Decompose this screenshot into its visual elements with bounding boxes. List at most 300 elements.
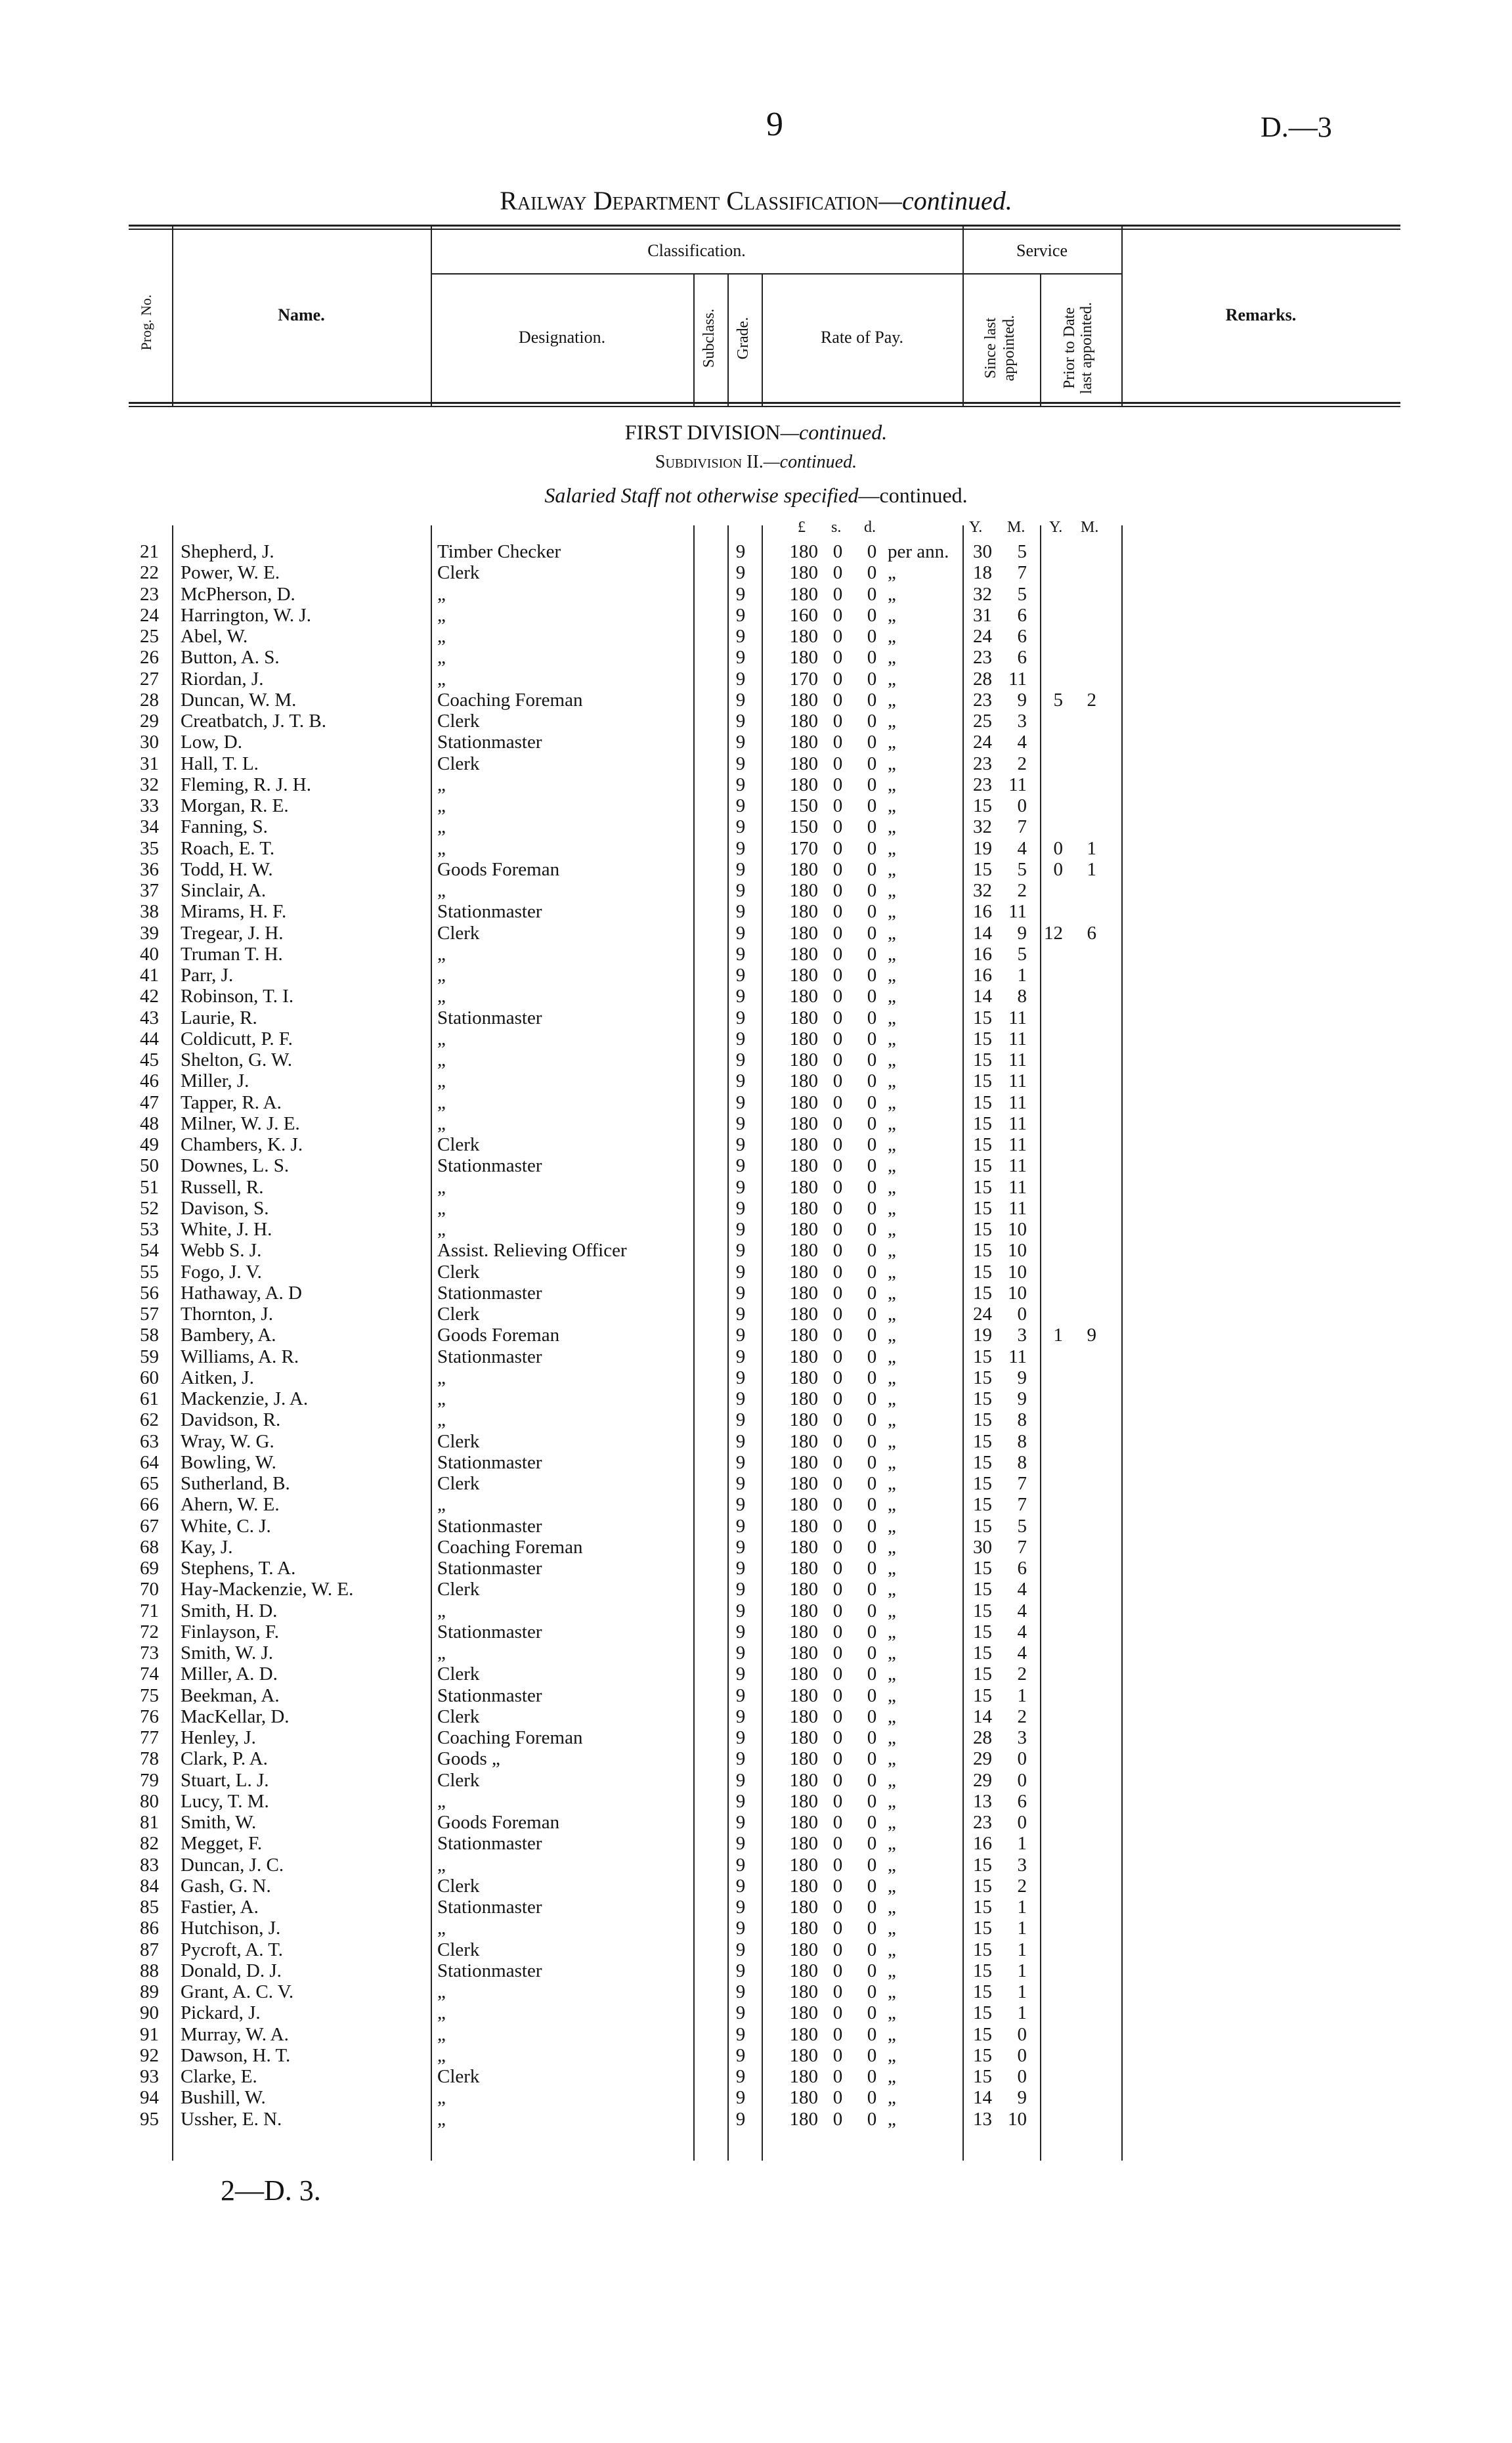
row-since-years: 15: [973, 1939, 992, 1960]
row-name: Laurie, R.: [181, 1007, 257, 1028]
row-since-months: 0: [1017, 795, 1027, 816]
row-per: „: [888, 1367, 896, 1388]
row-name: Dawson, H. T.: [181, 2044, 291, 2066]
row-since-years: 14: [973, 2087, 992, 2109]
row-pence: 0: [867, 1409, 877, 1431]
row-pence: 0: [867, 1219, 877, 1240]
row-designation: Clerk: [437, 1769, 480, 1791]
row-number: 79: [140, 1769, 159, 1791]
table-row: [0, 1833, 1512, 1855]
row-since-months: 1: [1017, 1918, 1027, 1939]
row-name: Roach, E. T.: [181, 837, 275, 859]
table-row: [0, 859, 1512, 881]
row-shillings: 0: [832, 1367, 843, 1388]
row-per: „: [888, 689, 896, 711]
row-shillings: 0: [832, 1748, 843, 1770]
row-name: Hay-Mackenzie, W. E.: [181, 1579, 354, 1600]
row-per: „: [888, 711, 896, 732]
row-since-months: 5: [1017, 541, 1027, 562]
row-pounds: 180: [789, 1197, 818, 1219]
row-per: „: [888, 1706, 896, 1727]
row-per: „: [888, 858, 896, 880]
row-per: „: [888, 1621, 896, 1642]
row-since-years: 32: [973, 583, 992, 605]
row-per: „: [888, 1642, 896, 1663]
row-number: 31: [140, 753, 159, 774]
row-designation: Clerk: [437, 1261, 480, 1283]
row-grade: 9: [735, 1134, 746, 1155]
row-per: „: [888, 1028, 896, 1049]
row-designation: „: [437, 2023, 446, 2045]
row-designation: Clerk: [437, 2066, 480, 2087]
table-row: [0, 1283, 1512, 1304]
row-designation: Coaching Foreman: [437, 1727, 583, 1748]
row-since-months: 0: [1017, 1748, 1027, 1770]
row-number: 27: [140, 668, 159, 690]
row-pounds: 180: [789, 647, 818, 669]
row-shillings: 0: [832, 1812, 843, 1833]
row-number: 83: [140, 1854, 159, 1876]
row-name: Miller, A. D.: [181, 1663, 278, 1685]
row-number: 61: [140, 1388, 159, 1409]
row-grade: 9: [735, 1494, 746, 1516]
row-designation: Stationmaster: [437, 1155, 542, 1177]
row-designation: „: [437, 2087, 446, 2109]
table-row: [0, 1960, 1512, 1982]
row-shillings: 0: [832, 1494, 843, 1516]
row-per: „: [888, 1536, 896, 1558]
row-per: „: [888, 986, 896, 1007]
row-per: per ann.: [888, 541, 949, 562]
row-name: MacKellar, D.: [181, 1706, 290, 1727]
row-number: 71: [140, 1600, 159, 1621]
row-shillings: 0: [832, 1790, 843, 1812]
row-designation: „: [437, 1918, 446, 1939]
table-row: [0, 2066, 1512, 2088]
row-name: Donald, D. J.: [181, 1960, 282, 1981]
row-grade: 9: [735, 1748, 746, 1770]
row-shillings: 0: [832, 711, 843, 732]
row-pence: 0: [867, 1134, 877, 1155]
row-per: „: [888, 816, 896, 838]
unit-years-prior: Y.: [1049, 519, 1063, 536]
table-row: [0, 1346, 1512, 1368]
row-number: 92: [140, 2044, 159, 2066]
table-row: [0, 816, 1512, 838]
row-pounds: 180: [789, 2023, 818, 2045]
table-row: [0, 986, 1512, 1007]
row-pounds: 180: [789, 1176, 818, 1198]
row-since-years: 28: [973, 1727, 992, 1748]
row-per: „: [888, 1494, 896, 1516]
row-number: 35: [140, 837, 159, 859]
row-pence: 0: [867, 1642, 877, 1663]
row-since-months: 0: [1017, 2023, 1027, 2045]
row-since-years: 15: [973, 2066, 992, 2087]
row-shillings: 0: [832, 753, 843, 774]
row-prior-months: 1: [1087, 858, 1096, 880]
row-shillings: 0: [832, 1091, 843, 1113]
row-shillings: 0: [832, 1346, 843, 1367]
row-pounds: 180: [789, 1600, 818, 1621]
row-per: „: [888, 626, 896, 647]
row-pence: 0: [867, 922, 877, 944]
row-per: „: [888, 1091, 896, 1113]
row-name: Davidson, R.: [181, 1409, 281, 1431]
row-grade: 9: [735, 1155, 746, 1177]
row-pence: 0: [867, 1346, 877, 1367]
table-row: [0, 1494, 1512, 1516]
table-row: [0, 901, 1512, 923]
row-designation: Clerk: [437, 1579, 480, 1600]
row-designation: Stationmaster: [437, 1833, 542, 1855]
row-designation: Stationmaster: [437, 901, 542, 923]
row-shillings: 0: [832, 1558, 843, 1579]
row-shillings: 0: [832, 1897, 843, 1918]
row-since-years: 19: [973, 1325, 992, 1346]
table-row: [0, 647, 1512, 669]
row-number: 37: [140, 880, 159, 901]
row-number: 73: [140, 1642, 159, 1663]
table-row: [0, 1070, 1512, 1092]
row-shillings: 0: [832, 1854, 843, 1876]
row-prior-years: 5: [1053, 689, 1063, 711]
row-number: 54: [140, 1240, 159, 1262]
row-since-months: 9: [1017, 1367, 1027, 1388]
row-designation: Goods Foreman: [437, 858, 560, 880]
row-grade: 9: [735, 1197, 746, 1219]
row-grade: 9: [735, 1769, 746, 1791]
row-shillings: 0: [832, 1621, 843, 1642]
row-name: Creatbatch, J. T. B.: [181, 711, 327, 732]
row-pounds: 180: [789, 1430, 818, 1452]
row-grade: 9: [735, 901, 746, 923]
row-pounds: 180: [789, 2044, 818, 2066]
row-since-months: 4: [1017, 837, 1027, 859]
row-since-years: 31: [973, 604, 992, 626]
header-grade: Grade.: [735, 317, 752, 360]
row-per: „: [888, 922, 896, 944]
row-pounds: 180: [789, 1769, 818, 1791]
row-prior-years: 0: [1053, 858, 1063, 880]
row-grade: 9: [735, 986, 746, 1007]
row-name: Coldicutt, P. F.: [181, 1028, 293, 1049]
row-grade: 9: [735, 1070, 746, 1092]
row-pounds: 180: [789, 1219, 818, 1240]
row-pence: 0: [867, 1091, 877, 1113]
row-pounds: 180: [789, 1134, 818, 1155]
row-grade: 9: [735, 1642, 746, 1663]
row-per: „: [888, 1897, 896, 1918]
row-pence: 0: [867, 1918, 877, 1939]
row-designation: Stationmaster: [437, 732, 542, 753]
row-pounds: 180: [789, 2002, 818, 2024]
row-name: Duncan, W. M.: [181, 689, 297, 711]
table-row: [0, 1621, 1512, 1643]
row-shillings: 0: [832, 2002, 843, 2024]
row-name: Bambery, A.: [181, 1325, 276, 1346]
row-grade: 9: [735, 1304, 746, 1325]
row-grade: 9: [735, 1579, 746, 1600]
row-pence: 0: [867, 1197, 877, 1219]
row-pounds: 180: [789, 1091, 818, 1113]
row-pence: 0: [867, 1558, 877, 1579]
row-since-years: 23: [973, 753, 992, 774]
row-shillings: 0: [832, 1282, 843, 1304]
row-pence: 0: [867, 732, 877, 753]
table-row: [0, 1579, 1512, 1600]
row-designation: Stationmaster: [437, 1515, 542, 1537]
row-grade: 9: [735, 1367, 746, 1388]
row-grade: 9: [735, 1558, 746, 1579]
row-shillings: 0: [832, 1176, 843, 1198]
row-grade: 9: [735, 2023, 746, 2045]
row-number: 59: [140, 1346, 159, 1367]
row-number: 55: [140, 1261, 159, 1283]
staff-title: Salaried Staff not otherwise specified—continued.: [544, 483, 968, 507]
row-shillings: 0: [832, 1600, 843, 1621]
row-designation: „: [437, 837, 446, 859]
row-number: 77: [140, 1727, 159, 1748]
row-name: Fanning, S.: [181, 816, 268, 838]
row-shillings: 0: [832, 837, 843, 859]
row-number: 87: [140, 1939, 159, 1960]
header-subclass: Subclass.: [701, 309, 718, 368]
row-designation: „: [437, 1049, 446, 1070]
row-pence: 0: [867, 1282, 877, 1304]
row-per: „: [888, 1515, 896, 1537]
row-pence: 0: [867, 1473, 877, 1494]
row-since-years: 14: [973, 986, 992, 1007]
row-since-months: 3: [1017, 1727, 1027, 1748]
row-shillings: 0: [832, 1918, 843, 1939]
row-per: „: [888, 1240, 896, 1262]
row-pence: 0: [867, 1070, 877, 1092]
row-name: Tapper, R. A.: [181, 1091, 282, 1113]
row-since-years: 23: [973, 1812, 992, 1833]
row-name: Duncan, J. C.: [181, 1854, 284, 1876]
row-number: 63: [140, 1430, 159, 1452]
row-per: „: [888, 880, 896, 901]
row-pence: 0: [867, 1663, 877, 1685]
row-since-months: 8: [1017, 1430, 1027, 1452]
row-designation: „: [437, 647, 446, 669]
row-pounds: 170: [789, 668, 818, 690]
row-grade: 9: [735, 1939, 746, 1960]
row-designation: Clerk: [437, 753, 480, 774]
table-row: [0, 1791, 1512, 1813]
row-designation: „: [437, 1367, 446, 1388]
row-pounds: 180: [789, 1028, 818, 1049]
row-name: Hall, T. L.: [181, 753, 259, 774]
row-pounds: 180: [789, 711, 818, 732]
row-since-years: 15: [973, 1642, 992, 1663]
row-shillings: 0: [832, 1642, 843, 1663]
row-designation: „: [437, 604, 446, 626]
row-pounds: 180: [789, 689, 818, 711]
row-pounds: 180: [789, 1727, 818, 1748]
row-shillings: 0: [832, 1070, 843, 1092]
row-per: „: [888, 1579, 896, 1600]
row-since-months: 3: [1017, 1854, 1027, 1876]
row-name: Riordan, J.: [181, 668, 264, 690]
table-row: [0, 1537, 1512, 1558]
row-designation: Stationmaster: [437, 1621, 542, 1642]
row-number: 70: [140, 1579, 159, 1600]
table-row: [0, 2002, 1512, 2024]
row-shillings: 0: [832, 1515, 843, 1537]
row-pence: 0: [867, 943, 877, 965]
row-since-months: 2: [1017, 1875, 1027, 1897]
row-name: Finlayson, F.: [181, 1621, 279, 1642]
unit-years: Y.: [969, 519, 983, 536]
row-number: 46: [140, 1070, 159, 1092]
row-since-years: 24: [973, 732, 992, 753]
row-name: Megget, F.: [181, 1833, 263, 1855]
row-pence: 0: [867, 1727, 877, 1748]
row-designation: Stationmaster: [437, 1897, 542, 1918]
row-number: 28: [140, 689, 159, 711]
row-prior-years: 1: [1053, 1325, 1063, 1346]
header-name: Name.: [278, 305, 325, 324]
row-since-years: 13: [973, 1790, 992, 1812]
row-pence: 0: [867, 1240, 877, 1262]
row-name: Russell, R.: [181, 1176, 264, 1198]
row-designation: Coaching Foreman: [437, 689, 583, 711]
row-pence: 0: [867, 880, 877, 901]
row-name: Power, W. E.: [181, 562, 280, 584]
row-per: „: [888, 1727, 896, 1748]
row-since-months: 1: [1017, 2002, 1027, 2024]
row-pounds: 150: [789, 795, 818, 816]
row-number: 25: [140, 626, 159, 647]
row-prior-months: 1: [1087, 837, 1096, 859]
row-since-months: 10: [1008, 1240, 1027, 1262]
row-pounds: 180: [789, 1070, 818, 1092]
table-row: [0, 1113, 1512, 1135]
row-since-years: 24: [973, 1304, 992, 1325]
row-since-years: 15: [973, 1451, 992, 1473]
row-since-years: 32: [973, 880, 992, 901]
row-shillings: 0: [832, 1875, 843, 1897]
row-since-years: 15: [973, 1600, 992, 1621]
row-pounds: 180: [789, 753, 818, 774]
table-row: [0, 1600, 1512, 1622]
row-grade: 9: [735, 1663, 746, 1685]
row-since-years: 16: [973, 965, 992, 986]
row-pence: 0: [867, 837, 877, 859]
row-since-years: 14: [973, 1706, 992, 1727]
table-row: [0, 711, 1512, 732]
row-grade: 9: [735, 647, 746, 669]
row-per: „: [888, 1112, 896, 1134]
row-since-months: 11: [1008, 901, 1027, 923]
footer-signature: 2—D. 3.: [221, 2174, 321, 2207]
row-pence: 0: [867, 1769, 877, 1791]
row-since-years: 18: [973, 562, 992, 584]
row-name: Gash, G. N.: [181, 1875, 271, 1897]
row-name: Lucy, T. M.: [181, 1790, 269, 1812]
table-row: [0, 626, 1512, 648]
row-pence: 0: [867, 1600, 877, 1621]
row-since-months: 11: [1008, 1028, 1027, 1049]
row-pounds: 180: [789, 1642, 818, 1663]
row-name: Abel, W.: [181, 626, 248, 647]
row-pence: 0: [867, 753, 877, 774]
row-shillings: 0: [832, 1388, 843, 1409]
table-row: [0, 605, 1512, 627]
row-pence: 0: [867, 2044, 877, 2066]
row-designation: Clerk: [437, 1875, 480, 1897]
row-shillings: 0: [832, 1727, 843, 1748]
row-grade: 9: [735, 858, 746, 880]
division-title: FIRST DIVISION—continued.: [624, 420, 888, 444]
row-since-years: 15: [973, 1515, 992, 1537]
row-pence: 0: [867, 1451, 877, 1473]
row-designation: „: [437, 1176, 446, 1198]
row-name: Clarke, E.: [181, 2066, 257, 2087]
row-grade: 9: [735, 880, 746, 901]
header-classification: Classification.: [647, 241, 746, 260]
row-per: „: [888, 1748, 896, 1770]
row-number: 43: [140, 1007, 159, 1028]
row-pence: 0: [867, 1897, 877, 1918]
row-pounds: 180: [789, 1112, 818, 1134]
row-name: Bushill, W.: [181, 2087, 266, 2109]
row-since-months: 5: [1017, 583, 1027, 605]
row-shillings: 0: [832, 965, 843, 986]
row-since-years: 15: [973, 1091, 992, 1113]
row-pence: 0: [867, 1430, 877, 1452]
row-shillings: 0: [832, 604, 843, 626]
table-row: [0, 1325, 1512, 1346]
row-grade: 9: [735, 1282, 746, 1304]
row-per: „: [888, 1833, 896, 1855]
row-pounds: 180: [789, 1261, 818, 1283]
row-since-years: 15: [973, 1049, 992, 1070]
row-per: „: [888, 1473, 896, 1494]
row-grade: 9: [735, 1706, 746, 1727]
table-row: [0, 795, 1512, 817]
row-since-months: 9: [1017, 922, 1027, 944]
row-pence: 0: [867, 1875, 877, 1897]
row-prior-months: 6: [1087, 922, 1096, 944]
row-pounds: 180: [789, 1240, 818, 1262]
row-per: „: [888, 668, 896, 690]
row-per: „: [888, 1007, 896, 1028]
row-name: Miller, J.: [181, 1070, 249, 1092]
row-per: „: [888, 837, 896, 859]
row-pence: 0: [867, 1812, 877, 1833]
row-number: 88: [140, 1960, 159, 1981]
row-designation: „: [437, 1028, 446, 1049]
row-shillings: 0: [832, 689, 843, 711]
row-since-months: 1: [1017, 1960, 1027, 1981]
row-since-months: 6: [1017, 604, 1027, 626]
table-row: [0, 1876, 1512, 1897]
row-grade: 9: [735, 1473, 746, 1494]
row-number: 33: [140, 795, 159, 816]
row-name: Grant, A. C. V.: [181, 1981, 294, 2002]
row-name: Morgan, R. E.: [181, 795, 289, 816]
page-reference: D.—3: [1261, 111, 1332, 143]
row-shillings: 0: [832, 1663, 843, 1685]
row-pounds: 180: [789, 1536, 818, 1558]
row-designation: „: [437, 2108, 446, 2130]
row-shillings: 0: [832, 1240, 843, 1262]
row-number: 34: [140, 816, 159, 838]
row-per: „: [888, 901, 896, 923]
